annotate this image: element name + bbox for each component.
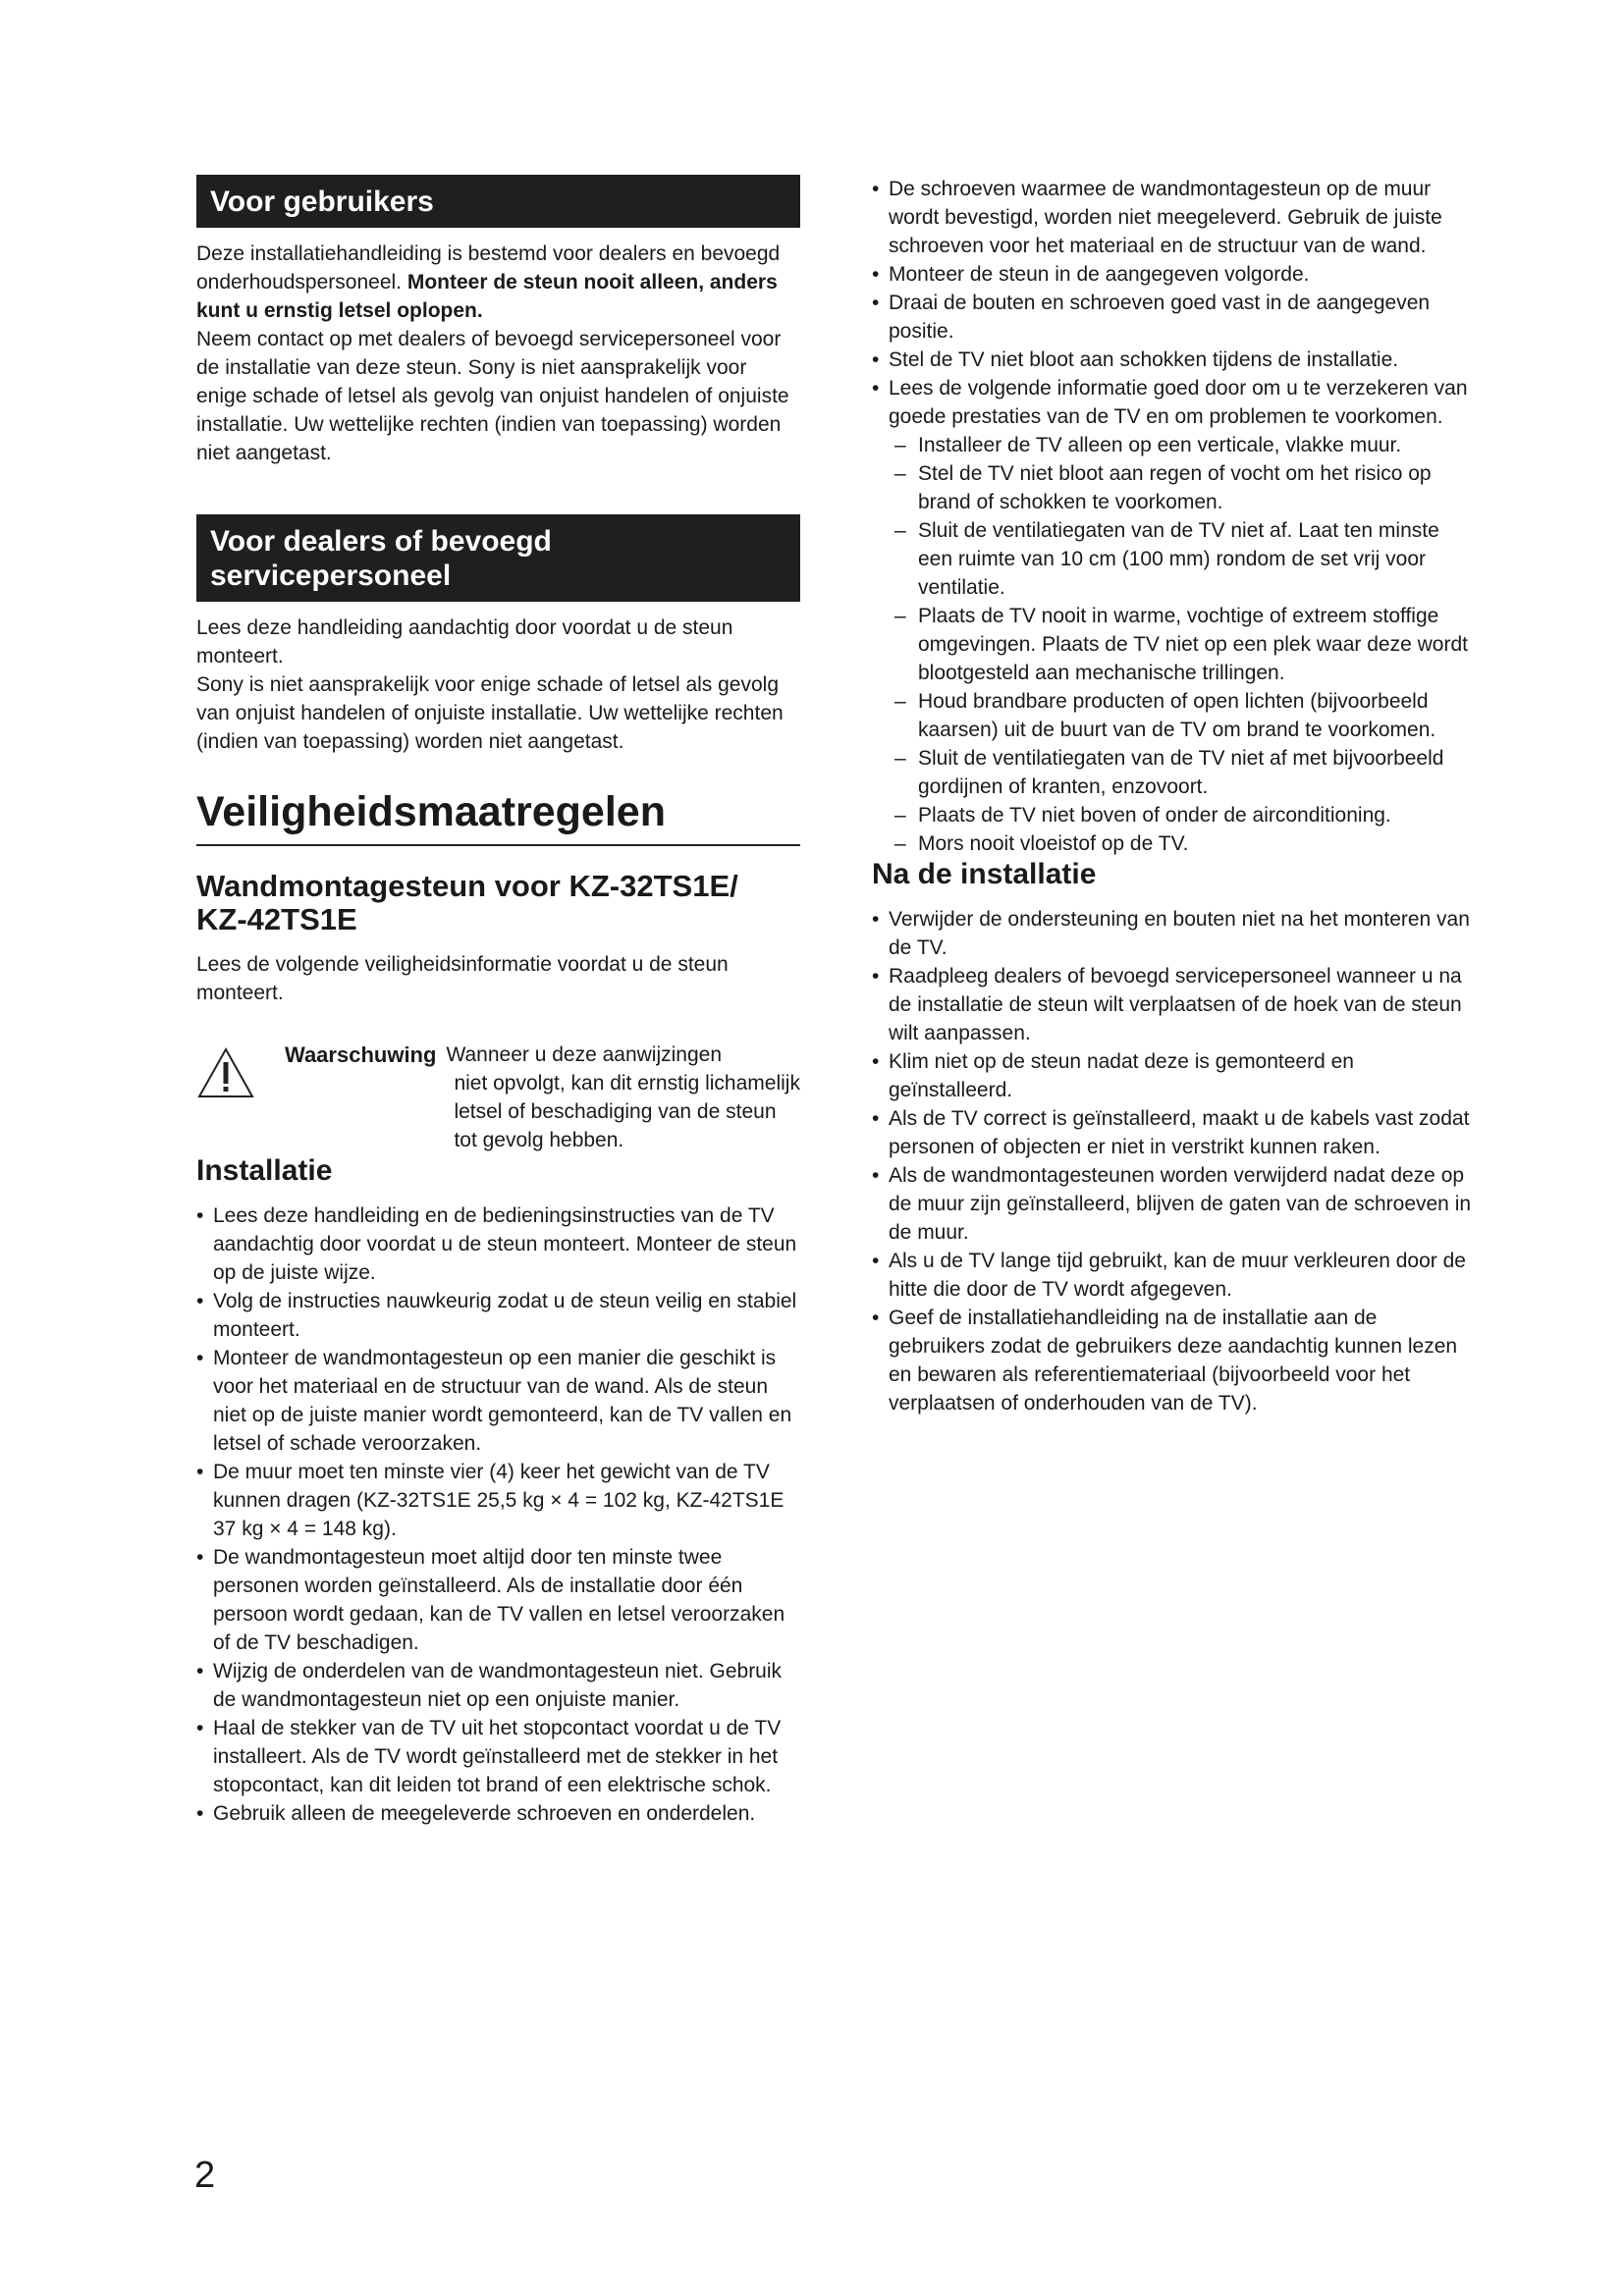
sub-list-item: – Sluit de ventilatiegaten van de TV niet af. Laat ten minste een ruimte van 10 cm (100 mm) rondom de set vrij voor ventilatie. (893, 516, 1476, 602)
list-item: • Lees deze handleiding en de bedieningsinstructies van de TV aandachtig door voordat u de steun monteert. Monteer de steun op de juiste wijze. (196, 1201, 800, 1287)
list-item: • Monteer de steun in de aangegeven volgorde. (872, 260, 1476, 289)
list-item (872, 374, 1476, 858)
warning-label: Waarschuwing (285, 1042, 437, 1067)
list-item: • Als de wandmontagesteunen worden verwijderd nadat deze op de muur zijn geïnstalleerd, blijven de gaten van de schroeven in de muur. (872, 1161, 1476, 1247)
section-header-voor-gebruikers (196, 175, 800, 228)
list-item: • De wandmontagesteun moet altijd door ten minste twee personen worden geïnstalleerd. Als de installatie door één persoon wordt gedaan, kan de TV vallen en letsel veroorzaken of de TV beschadigen. (196, 1543, 800, 1657)
section-title-line: Voor dealers of bevoegd (210, 525, 552, 558)
na-de-installatie-heading: Na de installatie (872, 858, 1097, 890)
installatie-list (196, 1201, 800, 1828)
list-item: • Klim niet op de steun nadat deze is gemonteerd en geïnstalleerd. (872, 1047, 1476, 1104)
warning-triangle-icon (196, 1041, 285, 1154)
sub-list-item: – Houd brandbare producten of open lichten (bijvoorbeeld kaarsen) uit de buurt van de TV om brand te voorkomen. (893, 687, 1476, 744)
sub-list-item: – Plaats de TV niet boven of onder de airconditioning. (893, 801, 1476, 829)
page-title: Veiligheidsmaatregelen (196, 785, 800, 846)
list-item: • De muur moet ten minste vier (4) keer het gewicht van de TV kunnen dragen (KZ-32TS1E 25,5 kg × 4 = 102 kg, KZ-42TS1E 37 kg × 4 = 148 kg). (196, 1458, 800, 1543)
list-item: • Stel de TV niet bloot aan schokken tijdens de installatie. (872, 346, 1476, 374)
section-header-voor-dealers (196, 514, 800, 602)
list-item: • Als de TV correct is geïnstalleerd, maakt u de kabels vast zodat personen of objecten er niet in verstrikt kunnen raken. (872, 1104, 1476, 1161)
list-item: • Monteer de wandmontagesteun op een manier die geschikt is voor het materiaal en de structuur van de wand. Als de steun niet op de juiste manier wordt gemonteerd, kan de TV vallen en letsel of schade veroorzaken. (196, 1344, 800, 1458)
sub-list-item: – Stel de TV niet bloot aan regen of vocht om het risico op brand of schokken te voorkomen. (893, 459, 1476, 516)
sub-list-item: – Installeer de TV alleen op een verticale, vlakke muur. (893, 431, 1476, 459)
sub-list-item: – Sluit de ventilatiegaten van de TV niet af met bijvoorbeeld gordijnen of kranten, enzovoort. (893, 744, 1476, 801)
na-de-installatie-list (872, 905, 1476, 1417)
list-item: • Volg de instructies nauwkeurig zodat u de steun veilig en stabiel monteert. (196, 1287, 800, 1344)
list-item-text: Lees de volgende informatie goed door om u te verzekeren van goede prestaties van de TV en om problemen te voorkomen. (889, 377, 1468, 428)
sub-list (893, 431, 1476, 858)
dealer-paragraph: Lees deze handleiding aandachtig door voordat u de steun monteert. (196, 616, 733, 667)
list-item: • Gebruik alleen de meegeleverde schroeven en onderdelen. (196, 1799, 800, 1828)
sub-list-item: – Mors nooit vloeistof op de TV. (893, 829, 1476, 858)
subtitle-line: KZ-42TS1E (196, 902, 357, 936)
warning-text-line: Wanneer u deze aanwijzingen (446, 1043, 723, 1066)
warning-bold-text: Monteer de steun nooit alleen, anders kunt u ernstig letsel oplopen. (196, 271, 778, 322)
installatie-heading: Installatie (196, 1154, 333, 1187)
section-title: Voor gebruikers (210, 186, 434, 218)
right-column (872, 175, 1476, 1417)
warning-box (196, 1041, 800, 1154)
list-item: • Als u de TV lange tijd gebruikt, kan de muur verkleuren door de hitte die door de TV wordt afgegeven. (872, 1247, 1476, 1304)
list-item: • Haal de stekker van de TV uit het stopcontact voordat u de TV installeert. Als de TV wordt geïnstalleerd met de stekker in het stopcontact, kan dit leiden tot brand of een elektrische schok. (196, 1714, 800, 1799)
list-item: • Geef de installatiehandleiding na de installatie aan de gebruikers zodat de gebruikers deze aandachtig kunnen lezen en bewaren als referentiemateriaal (bijvoorbeeld voor het verplaatsen of onderhouden van de TV). (872, 1304, 1476, 1417)
list-item: • Verwijder de ondersteuning en bouten niet na het monteren van de TV. (872, 905, 1476, 962)
list-item: • De schroeven waarmee de wandmontagesteun op de muur wordt bevestigd, worden niet meegeleverd. Gebruik de juiste schroeven voor het materiaal en de structuur van de wand. (872, 175, 1476, 260)
safety-intro: Lees de volgende veiligheidsinformatie voordat u de steun monteert. (196, 953, 729, 1004)
warning-text-rest: niet opvolgt, kan dit ernstig lichamelijk letsel of beschadiging van de steun tot gevolg hebben. (454, 1072, 800, 1151)
subtitle (196, 870, 800, 936)
warning-text (436, 1041, 800, 1154)
contact-paragraph: Neem contact op met dealers of bevoegd servicepersoneel voor de installatie van deze steun. Sony is niet aansprakelijk voor enige schade of letsel als gevolg van onjuist handelen of onjuiste installatie. Uw wettelijke rechten (indien van toepassing) worden niet aangetast. (196, 328, 789, 464)
list-item: • Raadpleeg dealers of bevoegd servicepersoneel wanneer u na de installatie de steun wilt verplaatsen of de hoek van de steun wilt aanpassen. (872, 962, 1476, 1047)
list-item: • Wijzig de onderdelen van de wandmontagesteun niet. Gebruik de wandmontagesteun niet op een onjuiste manier. (196, 1657, 800, 1714)
sub-list-item: – Plaats de TV nooit in warme, vochtige of extreem stoffige omgevingen. Plaats de TV niet op een plek waar deze wordt blootgesteld aan mechanische trillingen. (893, 602, 1476, 687)
liability-paragraph: Sony is niet aansprakelijk voor enige schade of letsel als gevolg van onjuist handelen of onjuiste installatie. Uw wettelijke rechten (indien van toepassing) worden niet aangetast. (196, 673, 784, 753)
left-column (196, 175, 800, 1828)
intro-text: Deze installatiehandleiding is bestemd voor dealers en bevoegd onderhoudspersoneel. (196, 242, 781, 294)
list-item: • Draai de bouten en schroeven goed vast in de aangegeven positie. (872, 289, 1476, 346)
installatie-list-continued (872, 175, 1476, 858)
subtitle-line: Wandmontagesteun voor KZ-32TS1E/ (196, 869, 738, 903)
section-title-line: servicepersoneel (210, 560, 452, 592)
intro-paragraph (196, 240, 800, 325)
page-number: 2 (194, 2155, 216, 2196)
